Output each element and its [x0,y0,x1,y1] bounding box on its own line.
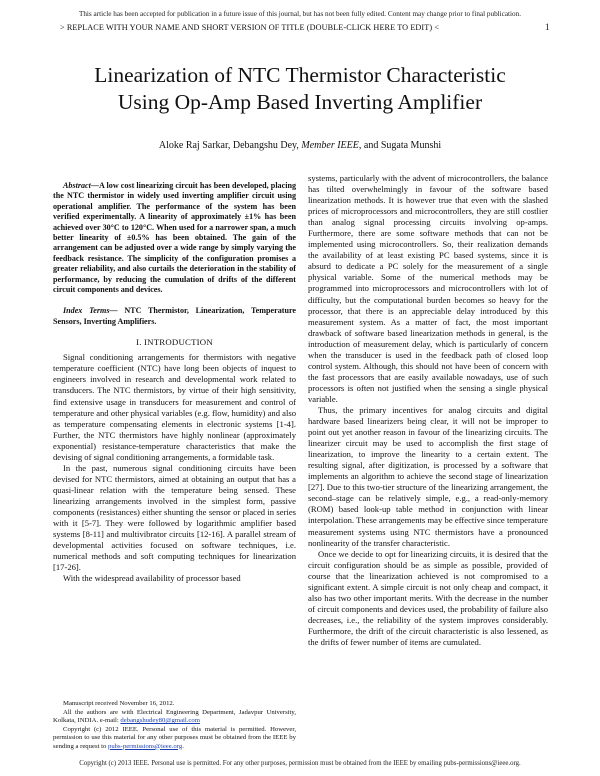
copyright-text-end: . [182,742,184,750]
footnotes [53,700,296,751]
right-column [308,173,548,648]
index-terms-text: — NTC Thermistor, Linearization, Temperature Sensors, Inverting Amplifiers. [53,306,296,326]
author-names-tail: , and Sugata Munshi [358,140,442,151]
footnote-received: Manuscript received November 16, 2012. [63,700,175,707]
title-line-1: Linearization of NTC Thermistor Characteristic [94,63,506,87]
body-paragraph: Signal conditioning arrangements for thermistors with negative temperature coefficient (NTC) have long been objects of inquest to engineers involved in research and developmental work related to transducers. The NTC thermistors, by virtue of their high sensitivity, find extensive usage in transducers for measurement and control of temperature and other physical variables (e.g. flow, humidity) and also as temperature compensating elements in electronic systems [1-4]. Further, the NTC thermistors have highly nonlinear (approximately exponential) resistance-temperature characteristics that make the devising of signal conditioning arrangements, a formidable task. [53,352,296,462]
footnote-affiliation [53,709,296,726]
running-head: > REPLACE WITH YOUR NAME AND SHORT VERSION OF TITLE (DOUBLE-CLICK HERE TO EDIT) < [60,23,440,32]
abstract-label: Abstract [63,181,91,190]
bottom-copyright: Copyright (c) 2013 IEEE. Personal use is permitted. For any other purposes, permission must be obtained from the IEEE by emailing pubs-permissions@ieee.org. [79,760,521,767]
page-number: 1 [545,22,550,32]
publication-notice: This article has been accepted for publication in a future issue of this journal, but has not been fully edited. Content may change prior to final publication. [78,10,522,18]
section-heading-introduction: I. INTRODUCTION [136,337,213,348]
footnote-copyright [53,726,296,752]
title-line-2: Using Op-Amp Based Inverting Amplifier [117,90,483,114]
copyright-text: Copyright (c) 2012 IEEE. Personal use of this material is permitted. However, permission to use this material for any other purposes must be obtained from the IEEE by sending a request to [53,725,296,750]
abstract [53,181,296,295]
author-line [40,140,560,151]
author-membership: Member IEEE [301,140,359,151]
abstract-text: —A low cost linearizing circuit has been developed, placing the NTC thermistor in widely used inverting amplifier circuit using operational amplifier. The performance of the system has been verified experimentally. A linearity of approximately ±1% has been achieved over 30°C to 120°C. When used for a narrower span, a much better linearity of ±0.5% has been obtained. The gain of the arrangement can be adjusted over a wide range by simply varying the feedback resistance. The simplicity of the configuration promises a greater reliability, and also curtails the deterioration in the stability of performance, by reducing the cumulation of drifts of the different circuit components and devices. [53,181,296,295]
body-paragraph: In the past, numerous signal conditioning circuits have been devised for NTC thermistors, aimed at obtaining an output that has a quasi-linear relation with the temperature being sensed. These linearizing arrangements involved in the simplest form, passive components (resistances) either shunting the sensor or placed in series with it [5-7]. They were followed by logarithmic amplifier based systems [8-11] and multivibrator circuits [12-16]. A parallel stream of developmental activities focused on software techniques, i.e. numerical methods and soft computing techniques for linearization [17-26]. [53,462,296,573]
author-names: Aloke Raj Sarkar, Debangshu Dey, [158,140,302,151]
paper-title [40,62,560,116]
body-paragraph: systems, particularly with the advent of microcontrollers, the balance has tilted overwhelmingly in favour of the software based linearization methods. It is however true that even with the slashed prices of microprocessors and microcontrollers, they are still costlier than analog signal processing circuits involving op-amps. Furthermore, there are some software methods that can not be implemented using microcontrollers. So, their realization demands the availability of at least existing PC based systems, since it is absurd to dedicate a PC solely for the measurement of a single physical variable. Some of the numerical methods may be programmed into microprocessors and microcontrollers with lot of difficulty, but the computational burden becomes so heavy for the processor, that there is an appreciable delay introduced by this measurement system. As a matter of fact, the most important drawback of software based linearization methods in general, is the introduction of measurement delay, which is particularly of concern when the transducer is used in the feedback path of closed loop control system. Although, this should not have been of concern with the fast processors that are easily available nowadays, use of such processors is often not justified when the sensing a single physical variable. [308,173,548,404]
permissions-email-link[interactable]: pubs-permissions@ieee.org [107,742,183,750]
author-email-link[interactable]: debangshudey80@gmail.com [120,717,200,724]
left-column [53,181,296,584]
affiliation-text: All the authors are with Electrical Engineering Department, Jadavpur University, Kolkata, INDIA. e-mail: [53,708,296,724]
body-paragraph: Once we decide to opt for linearizing circuits, it is desired that the circuit configuration should be as simple as possible, provided of course that the linearization achieved is not compromised to a significant extent. A simple circuit is not only cheap and compact, it also has two other important merits. With the decrease in the number of circuit components and devices used, the probability of failure also decreases, i.e., the reliability of the system improves considerably. Furthermore, the drift of the circuit characteristic is also lessened, as the drifts of fewer number of items are cumulated. [308,548,548,647]
index-terms-label: Index Terms [63,306,110,316]
index-terms [53,306,296,327]
body-paragraph: Thus, the primary incentives for analog circuits and digital hardware based linearizers being clear, it will not be improper to point out yet another reason in favour of the linearizing circuits. The linearizer circuit may be used to accomplish the first stage of linearization, to improve the linearity to a certain extent. The resulting signal, after digitization, is processed by a software that implements an algorithm to achieve the second stage of linearization [27]. Due to this two-tier structure of the linearizing arrangement, the second–stage can be relatively simple, e.g., a read-only-memory (ROM) based look-up table method in conjunction with linear interpolation. These arrangements may be effective since temperature measurement systems using NTC thermistors have a pronounced nonlinearity of the transfer characteristic. [308,404,548,548]
body-paragraph: With the widespread availability of processor based [63,573,241,584]
